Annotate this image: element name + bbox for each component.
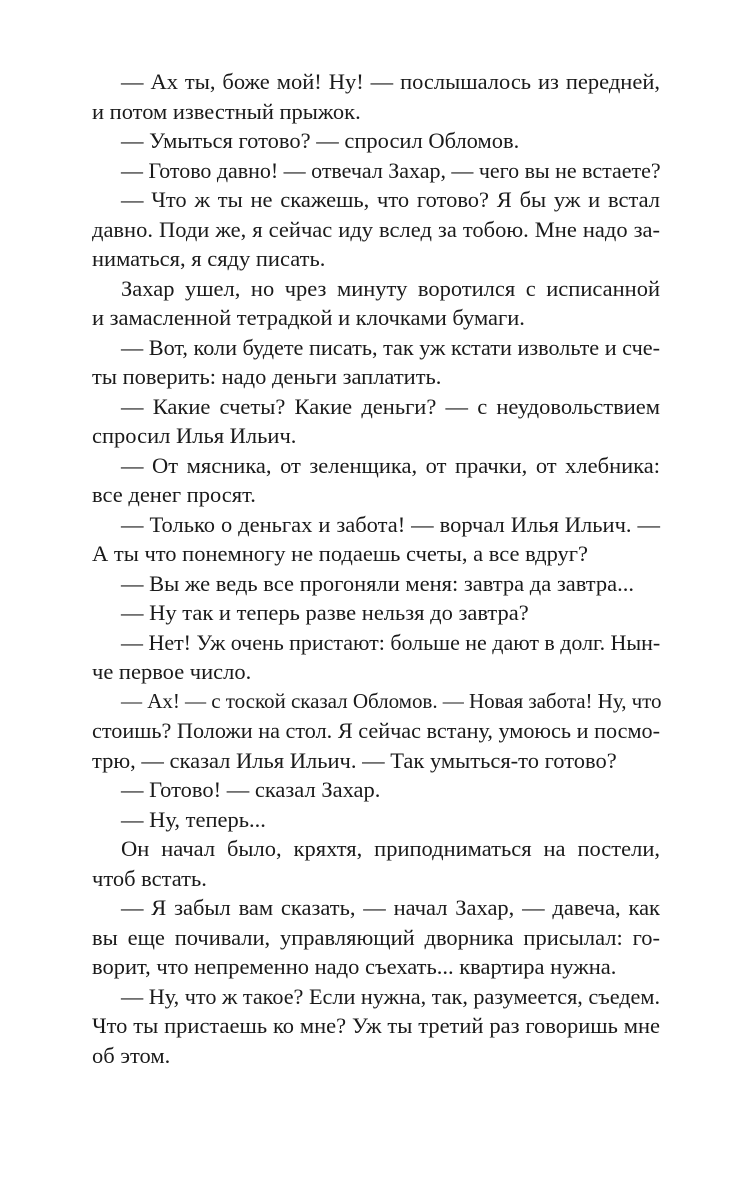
text-line: стоишь? Положи на стол. Я сейчас встану, умоюсь и посмо- bbox=[92, 718, 660, 743]
text-line: — Ах! — с тоской сказал Обломов. — Новая забота! Ну, что bbox=[121, 688, 662, 713]
text-line: — Ах ты, боже мой! Ну! — послышалось из передней, bbox=[121, 69, 660, 94]
text-line: — Только о деньгах и забота! — ворчал Илья Ильич. — bbox=[121, 511, 660, 537]
text-line: ты поверить: надо деньги заплатить. bbox=[92, 364, 442, 389]
text-line: все денег просят. bbox=[92, 482, 256, 507]
text-line: — Ну так и теперь разве нельзя до завтра? bbox=[121, 600, 529, 625]
text-line: и замасленной тетрадкой и клочками бумаги. bbox=[92, 305, 525, 330]
text-line: ниматься, я сяду писать. bbox=[92, 246, 326, 271]
text-line: Что ты пристаешь ко мне? Уж ты третий раз говоришь мне bbox=[92, 1013, 660, 1038]
text-line: — От мясника, от зеленщика, от прачки, от хлебника: bbox=[121, 452, 660, 478]
text-line: и потом известный прыжок. bbox=[92, 98, 361, 124]
text-line: А ты что понемногу не подаешь счеты, а все вдруг? bbox=[92, 541, 588, 566]
text-line: — Нет! Уж очень пристают: больше не дают в долг. Нын- bbox=[121, 629, 661, 655]
text-line: — Ну, что ж такое? Если нужна, так, разумеется, съедем. bbox=[121, 983, 660, 1009]
text-line: — Какие счеты? Какие деньги? — с неудовольствием bbox=[121, 393, 660, 419]
text-line: чтоб встать. bbox=[92, 865, 207, 891]
text-line: — Что ж ты не скажешь, что готово? Я бы уж и встал bbox=[121, 187, 660, 212]
text-line: ворит, что непременно надо съехать... квартира нужна. bbox=[92, 954, 617, 979]
text-line: Он начал было, кряхтя, приподниматься на постели, bbox=[121, 836, 660, 861]
text-line: Захар ушел, но чрез минуту воротился с исписанной bbox=[121, 275, 660, 301]
text-line: — Я забыл вам сказать, — начал Захар, — давеча, как bbox=[121, 895, 660, 920]
text-line: — Готово давно! — отвечал Захар, — чего вы не встаете? bbox=[121, 157, 661, 183]
text-line: трю, — сказал Илья Ильич. — Так умыться-то готово? bbox=[92, 747, 617, 773]
text-line: давно. Поди же, я сейчас иду вслед за тобою. Мне надо за- bbox=[92, 216, 660, 242]
text-line: об этом. bbox=[92, 1042, 171, 1068]
text-line: че первое число. bbox=[92, 659, 252, 684]
text-line: — Вы же ведь все прогоняли меня: завтра да завтра... bbox=[121, 570, 634, 596]
page-text bbox=[92, 67, 660, 1070]
text-line: спросил Илья Ильич. bbox=[92, 423, 297, 448]
text-line: — Готово! — сказал Захар. bbox=[121, 777, 381, 802]
text-line: — Ну, теперь... bbox=[121, 806, 266, 832]
text-line: вы еще почивали, управляющий дворника присылал: го- bbox=[92, 924, 660, 950]
text-line: — Умыться готово? — спросил Обломов. bbox=[121, 128, 520, 153]
text-line: — Вот, коли будете писать, так уж кстати извольте и сче- bbox=[121, 334, 660, 360]
